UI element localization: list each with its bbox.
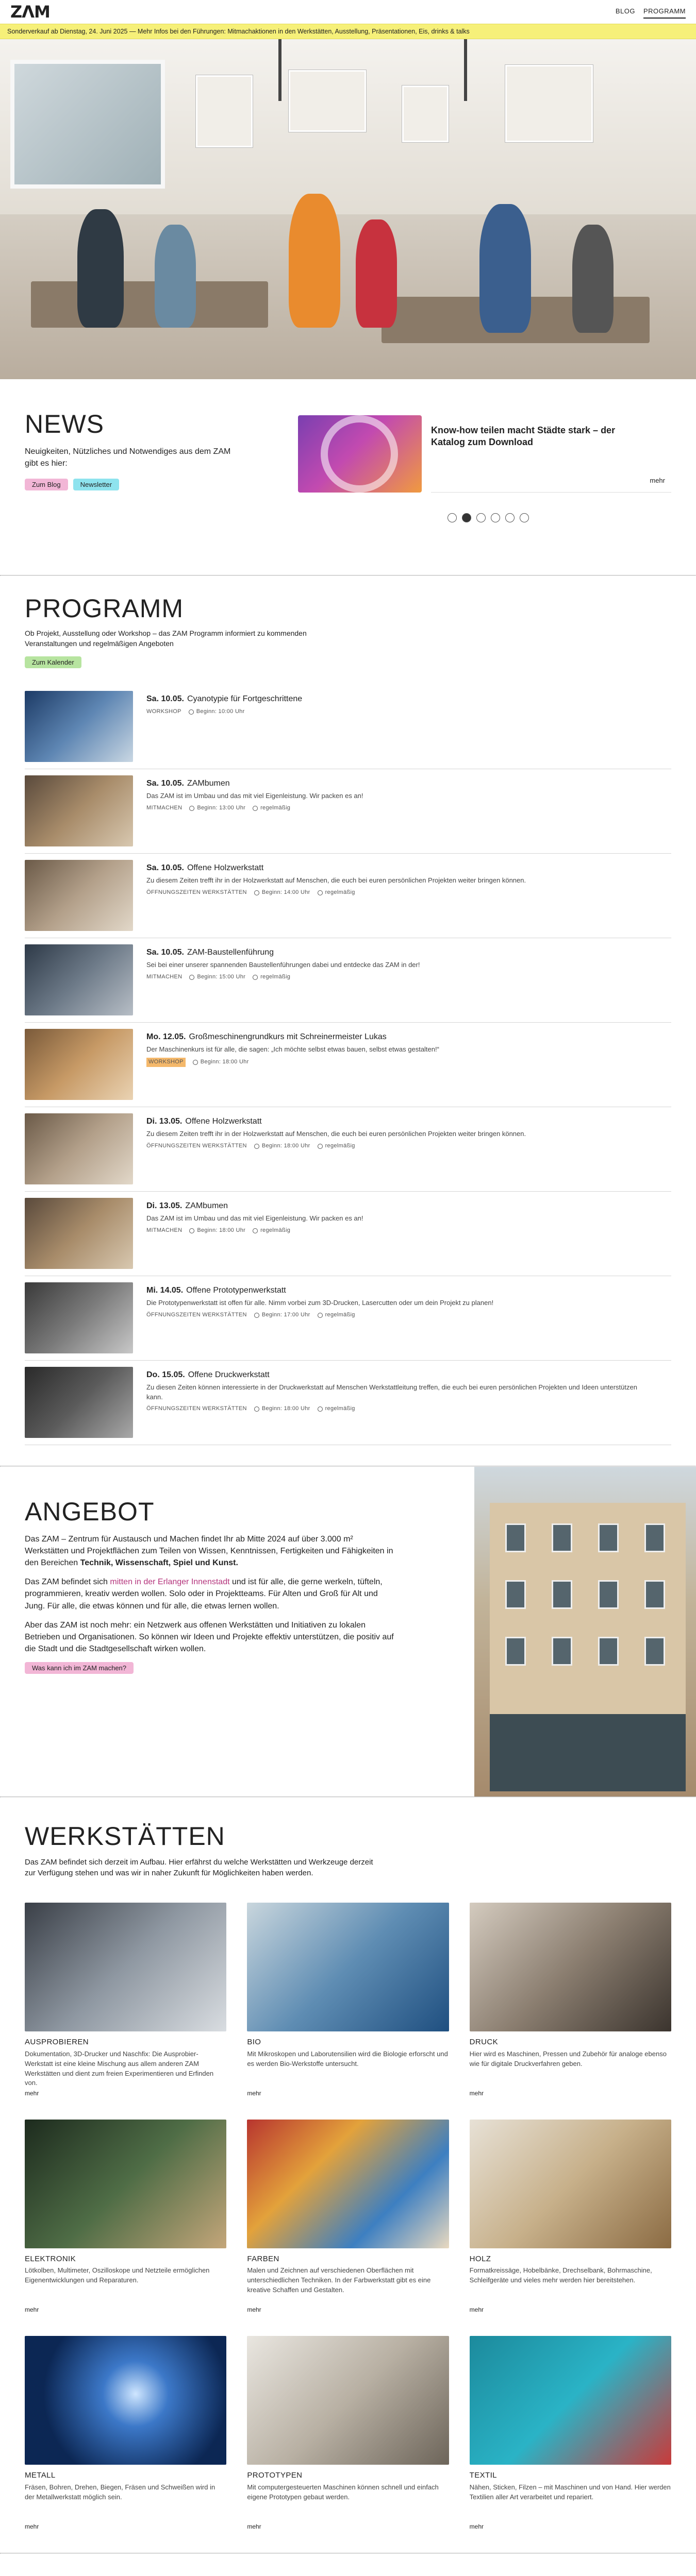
event-item[interactable]	[25, 769, 671, 854]
event-time: Beginn: 10:00 Uhr	[196, 708, 245, 715]
news-carousel	[298, 410, 671, 554]
event-desc: Zu diesem Zeiten trefft ihr in der Holzwerkstatt auf Menschen, die euch bei euren persönlichen Projekten weiter bringen können.	[146, 876, 526, 884]
news-card-info	[431, 415, 671, 493]
site-header	[0, 0, 696, 39]
workshop-more-link[interactable]: mehr	[469, 2522, 484, 2530]
event-image	[25, 1113, 133, 1184]
workshop-desc: Mit Mikroskopen und Laborutensilien wird die Biologie erforscht und es werden Bio-Werkstoffe untersucht.	[247, 2049, 448, 2067]
event-item[interactable]	[25, 1361, 671, 1445]
repeat-icon	[253, 1228, 258, 1233]
event-regular: regelmäßig	[325, 889, 355, 895]
event-date: Sa. 10.05.	[146, 863, 184, 872]
event-item[interactable]	[25, 938, 671, 1023]
event-title[interactable]: Großmeschinengrundkurs mit Schreinermeister Lukas	[189, 1032, 387, 1041]
angebot-paragraph-2: Das ZAM befindet sich mitten in der Erlanger Innenstadt und ist für alle, die gerne werkeln, tüfteln, programmieren, kreativ werden wollen. Solo oder in Projektteams. Für Alten und Groß für Alt und Jung. Für alle, die etwas können und für alle, die etwas lernen wollen.	[25, 1578, 383, 1611]
angebot-bold-text: Technik, Wissenschaft, Spiel und Kunst.	[80, 1558, 238, 1567]
event-title[interactable]: ZAMbumen	[185, 1201, 228, 1210]
event-category: WORKSHOP	[146, 1058, 186, 1067]
workshop-name: DRUCK	[469, 2038, 498, 2047]
event-time: Beginn: 18:00 Uhr	[200, 1058, 249, 1065]
clock-icon	[254, 1406, 259, 1412]
event-time: Beginn: 17:00 Uhr	[261, 1311, 310, 1318]
clock-icon	[254, 1313, 259, 1318]
event-date: Do. 15.05.	[146, 1370, 185, 1379]
event-image	[25, 944, 133, 1015]
workshop-name: FARBEN	[247, 2254, 279, 2263]
workshop-card[interactable]	[470, 2120, 671, 2316]
carousel-dot[interactable]	[491, 513, 500, 522]
event-item[interactable]	[25, 1192, 671, 1276]
news-more-link[interactable]: mehr	[650, 477, 665, 485]
event-regular: regelmäßig	[325, 1142, 355, 1149]
workshop-name: TEXTIL	[469, 2471, 497, 2480]
workshop-desc: Hier wird es Maschinen, Pressen und Zubehör für analoge ebenso wie für digitale Druckverfahren geben.	[469, 2049, 667, 2067]
workshop-more-link[interactable]: mehr	[247, 2522, 261, 2530]
event-date: Mi. 14.05.	[146, 1285, 184, 1295]
workshop-card[interactable]	[470, 1903, 671, 2099]
workshop-desc: Nähen, Sticken, Filzen – mit Maschinen und von Hand. Hier werden Textilien aller Art verarbeitet und repariert.	[469, 2483, 671, 2501]
clock-icon	[254, 890, 259, 895]
event-title[interactable]: ZAMbumen	[187, 778, 230, 788]
event-desc: Der Maschinenkurs ist für alle, die sagen: „Ich möchte selbst etwas bauen, selbst etwas gestalten!“	[146, 1045, 439, 1053]
event-regular: regelmäßig	[325, 1405, 355, 1412]
event-title[interactable]: Cyanotypie für Fortgeschrittene	[187, 694, 303, 703]
workshop-desc: Mit computergesteuerten Maschinen können schnell und einfach eigene Prototypen gebaut werden.	[247, 2483, 439, 2501]
repeat-icon	[253, 975, 258, 980]
zam-logo[interactable]: ZΛM	[10, 2, 50, 22]
workshop-image	[470, 2336, 671, 2465]
event-desc: Zu diesem Zeiten trefft ihr in der Holzwerkstatt auf Menschen, die euch bei euren persönlichen Projekten weiter bringen können.	[146, 1129, 526, 1138]
workshop-image	[247, 2120, 449, 2248]
event-category: ÖFFNUNGSZEITEN WERKSTÄTTEN	[146, 1311, 247, 1318]
workshop-more-link[interactable]: mehr	[247, 2089, 261, 2097]
programm-heading: PROGRAMM	[25, 594, 184, 623]
programm-section	[0, 576, 696, 1466]
event-image	[25, 1029, 133, 1100]
nav-programm[interactable]: PROGRAMM	[643, 5, 686, 19]
top-bar	[0, 0, 696, 24]
blog-button[interactable]: Zum Blog	[25, 479, 68, 490]
news-section	[0, 379, 696, 575]
clock-icon	[254, 1144, 259, 1149]
event-time: Beginn: 14:00 Uhr	[261, 889, 310, 895]
event-date: Sa. 10.05.	[146, 947, 184, 957]
event-title[interactable]: Offene Prototypenwerkstatt	[186, 1285, 286, 1295]
event-image	[25, 775, 133, 846]
workshop-image	[25, 2336, 226, 2465]
werkstaetten-intro: Das ZAM befindet sich derzeit im Aufbau. Hier erfährst du welche Werkstätten und Werkzeuge derzeit zur Verfügung stehen und was wir in naher Zukunft für Möglichkeiten haben werden.	[25, 1857, 373, 1878]
workshop-desc: Lötkolben, Multimeter, Oszilloskope und Netzteile ermöglichen Eigenentwicklungen und Reparaturen.	[25, 2266, 210, 2284]
event-item[interactable]	[25, 1107, 671, 1192]
carousel-pagination	[448, 513, 671, 522]
event-image	[25, 860, 133, 931]
clock-icon	[189, 806, 194, 811]
event-image	[25, 1367, 133, 1438]
workshop-more-link[interactable]: mehr	[469, 2306, 484, 2314]
event-regular: regelmäßig	[260, 804, 291, 811]
clock-icon	[189, 1228, 194, 1233]
carousel-dot[interactable]	[476, 513, 486, 522]
workshop-grid	[25, 1903, 671, 2532]
main-nav	[616, 5, 686, 19]
event-regular: regelmäßig	[260, 1227, 291, 1233]
event-regular: regelmäßig	[325, 1311, 355, 1318]
workshop-card[interactable]	[247, 2336, 449, 2532]
projekte-section	[0, 2554, 696, 2576]
workshop-desc: Malen und Zeichnen auf verschiedenen Oberflächen mit unterschiedlichen Techniken. In der Farbwerkstatt gibt es eine kreative Schaffen und Gestalten.	[247, 2266, 431, 2294]
angebot-heading: ANGEBOT	[25, 1497, 155, 1526]
event-item[interactable]	[25, 685, 671, 769]
workshop-card[interactable]	[25, 2120, 226, 2316]
newsletter-button[interactable]: Newsletter	[73, 479, 119, 490]
event-date: Sa. 10.05.	[146, 694, 184, 703]
news-text: Neuigkeiten, Nützliches und Notwendiges aus dem ZAM gibt es hier:	[25, 447, 231, 468]
workshop-name: METALL	[25, 2471, 56, 2480]
event-category: MITMACHEN	[146, 804, 183, 811]
event-image	[25, 1282, 133, 1353]
event-title[interactable]: ZAM-Baustellenführung	[187, 947, 274, 957]
programm-intro: Ob Projekt, Ausstellung oder Workshop – das ZAM Programm informiert zu kommenden Veranstaltungen und regelmäßigen Angeboten	[25, 629, 307, 648]
workshop-image	[470, 1903, 671, 2031]
workshop-more-link[interactable]: mehr	[25, 2306, 39, 2314]
workshop-card[interactable]	[247, 2120, 449, 2316]
carousel-dot-active[interactable]	[462, 513, 471, 522]
workshop-desc: Dokumentation, 3D-Drucker und Naschfix: Die Ausprobier-Werkstatt ist eine kleine Mischung aus allem anderen ZAM Werkstätten und dient zum freien Experimentieren und Erfinden von.	[25, 2049, 214, 2087]
workshop-desc: Formatkreissäge, Hobelbänke, Drechselbank, Bohrmaschine, Schleifgeräte und vieles mehr werden hier bereitstehen.	[469, 2266, 652, 2284]
event-time: Beginn: 15:00 Uhr	[197, 973, 246, 980]
workshop-name: HOLZ	[469, 2254, 491, 2263]
calendar-button[interactable]: Zum Kalender	[25, 656, 81, 668]
event-title[interactable]: Offene Holzwerkstatt	[185, 1116, 262, 1126]
workshop-more-link[interactable]: mehr	[25, 2089, 39, 2097]
workshop-more-link[interactable]: mehr	[247, 2306, 261, 2314]
workshop-name: AUSPROBIEREN	[25, 2038, 89, 2047]
workshop-card[interactable]	[25, 2336, 226, 2532]
workshop-name: BIO	[247, 2038, 261, 2047]
event-date: Di. 13.05.	[146, 1116, 183, 1126]
event-desc: Das ZAM ist im Umbau und das mit viel Eigenleistung. Wir packen es an!	[146, 1214, 363, 1222]
repeat-icon	[318, 890, 323, 895]
event-category: ÖFFNUNGSZEITEN WERKSTÄTTEN	[146, 889, 247, 895]
angebot-paragraph-1: Das ZAM – Zentrum für Austausch und Machen findet Ihr ab Mitte 2024 auf über 3.000 m² Werkstätten und Projektflächen zum Teilen von Wissen, Kenntnissen, Fertigkeiten und Fähigkeiten in den Bereichen Technik, Wissenschaft, Spiel und Kunst.	[25, 1534, 393, 1567]
workshop-image	[247, 1903, 449, 2031]
nav-blog[interactable]: BLOG	[615, 7, 635, 15]
clock-icon	[193, 1060, 198, 1065]
news-card[interactable]	[298, 415, 671, 493]
repeat-icon	[253, 806, 258, 811]
event-category: WORKSHOP	[146, 708, 181, 715]
what-can-i-do-button[interactable]: Was kann ich im ZAM machen?	[25, 1662, 134, 1674]
event-list	[25, 685, 671, 1445]
building-photo	[474, 1467, 696, 1797]
event-item[interactable]	[25, 854, 671, 938]
workshop-more-link[interactable]: mehr	[25, 2522, 39, 2530]
workshop-image	[470, 2120, 671, 2248]
news-intro	[25, 410, 267, 554]
workshop-card[interactable]	[470, 2336, 671, 2532]
workshop-card[interactable]	[247, 1903, 449, 2099]
angebot-paragraph-3: Aber das ZAM ist noch mehr: ein Netzwerk aus offenen Werkstätten und Initiativen zu lokalen Betrieben und Organisationen. So können wir Ideen und Projekte effektiv unterstützen, die positiv auf die Stadt und die Stadtgesellschaft wirken wollen.	[25, 1620, 394, 1654]
clock-icon	[189, 975, 194, 980]
news-card-title[interactable]: Know-how teilen macht Städte stark – der Katalog zum Download	[431, 425, 616, 447]
event-time: Beginn: 13:00 Uhr	[197, 804, 246, 811]
event-title[interactable]: Offene Druckwerkstatt	[188, 1370, 270, 1379]
workshop-desc: Fräsen, Bohren, Drehen, Biegen, Fräsen und Schweißen wird in der Metallwerkstatt möglich sein.	[25, 2483, 216, 2501]
event-category: MITMACHEN	[146, 973, 183, 980]
workshop-image	[25, 2120, 226, 2248]
ticker-text: Sonderverkauf ab Dienstag, 24. Juni 2025 — Mehr Infos bei den Führungen: Mitmachaktionen in den Werkstätten, Ausstellung, Präsentationen, Eis, drinks & talks	[7, 27, 470, 35]
repeat-icon	[318, 1313, 323, 1318]
event-desc: Sei bei einer unserer spannenden Baustellenführungen dabei und entdecke das ZAM in der!	[146, 960, 420, 969]
werkstaetten-heading: WERKSTÄTTEN	[25, 1821, 225, 1851]
news-heading: NEWS	[25, 410, 104, 438]
event-image	[25, 691, 133, 762]
event-item[interactable]	[25, 1023, 671, 1107]
event-time: Beginn: 18:00 Uhr	[261, 1142, 310, 1149]
workshop-image	[247, 2336, 449, 2465]
announcement-ticker[interactable]	[0, 24, 696, 39]
city-center-link[interactable]: mitten in der Erlanger Innenstadt	[110, 1578, 230, 1587]
repeat-icon	[318, 1144, 323, 1149]
angebot-section	[0, 1467, 696, 1797]
event-regular: regelmäßig	[260, 973, 291, 980]
event-image	[25, 1198, 133, 1269]
event-category: ÖFFNUNGSZEITEN WERKSTÄTTEN	[146, 1142, 247, 1149]
event-time: Beginn: 18:00 Uhr	[197, 1227, 246, 1233]
event-category: MITMACHEN	[146, 1227, 183, 1233]
workshop-card[interactable]	[25, 1903, 226, 2099]
event-category: ÖFFNUNGSZEITEN WERKSTÄTTEN	[146, 1405, 247, 1412]
event-date: Sa. 10.05.	[146, 778, 184, 788]
carousel-dot[interactable]	[505, 513, 515, 522]
clock-icon	[189, 709, 194, 715]
workshop-name: PROTOTYPEN	[247, 2471, 303, 2480]
workshop-name: ELEKTRONIK	[25, 2254, 76, 2263]
event-date: Di. 13.05.	[146, 1201, 183, 1210]
event-title[interactable]: Offene Holzwerkstatt	[187, 863, 264, 872]
repeat-icon	[318, 1406, 323, 1412]
workshop-more-link[interactable]: mehr	[469, 2089, 484, 2097]
event-time: Beginn: 18:00 Uhr	[261, 1405, 310, 1412]
event-item[interactable]	[25, 1276, 671, 1361]
carousel-dot[interactable]	[520, 513, 529, 522]
event-desc: Zu diesen Zeiten können interessierte in der Druckwerkstatt auf Menschen Werkstattleitung treffen, die euch bei euren persönlichen Projekten und Ideen unterstützen kann.	[146, 1383, 637, 1401]
werkstaetten-section	[0, 1798, 696, 2553]
event-desc: Das ZAM ist im Umbau und das mit viel Eigenleistung. Wir packen es an!	[146, 791, 363, 800]
workshop-image	[25, 1903, 226, 2031]
hero-image	[0, 39, 696, 379]
event-date: Mo. 12.05.	[146, 1032, 186, 1041]
carousel-dot[interactable]	[448, 513, 457, 522]
news-thumbnail	[298, 415, 422, 493]
event-desc: Die Prototypenwerkstatt ist offen für alle. Nimm vorbei zum 3D-Drucken, Lasercutten oder um dein Projekt zu planen!	[146, 1298, 494, 1307]
